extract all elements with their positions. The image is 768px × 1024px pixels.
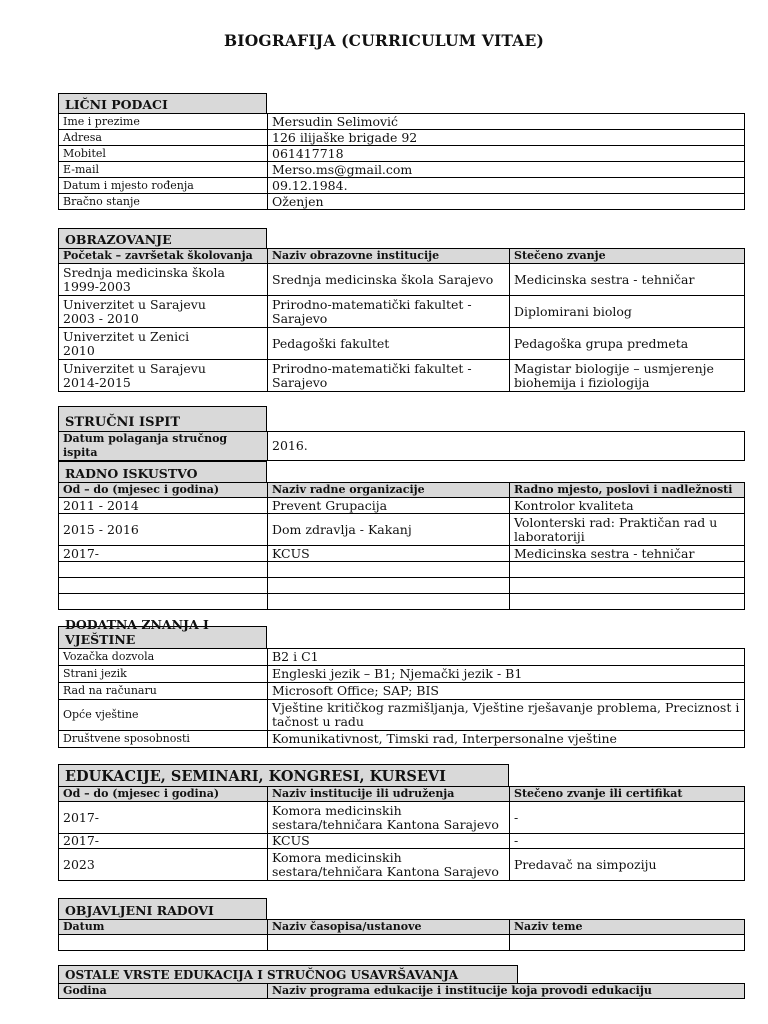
exam-table	[58, 431, 745, 461]
table-row	[59, 683, 745, 700]
work-col-org: Naziv radne organizacije	[268, 483, 510, 498]
work-org: KCUS	[268, 546, 510, 562]
education-institution: Prirodno-matematički fakultet - Sarajevo	[268, 296, 510, 328]
seminars-cert: Predavač na simpoziju	[510, 849, 745, 881]
seminars-col-institution: Naziv institucije ili udruženja	[268, 787, 510, 802]
work-org	[268, 578, 510, 594]
personal-section-header: LIČNI PODACI	[58, 93, 267, 114]
work-section-header: RADNO ISKUSTVO	[58, 461, 267, 483]
work-col-role: Radno mjesto, poslovi i nadležnosti	[510, 483, 745, 498]
table-row	[59, 562, 745, 578]
skills-label: Strani jezik	[59, 666, 268, 683]
skills-value: Engleski jezik – B1; Njemački jezik - B1	[268, 666, 745, 683]
education-institution: Prirodno-matematički fakultet - Sarajevo	[268, 360, 510, 392]
personal-value: Oženjen	[268, 194, 745, 210]
personal-label: Datum i mjesto rođenja	[59, 178, 268, 194]
table-row	[59, 731, 745, 748]
table-row	[59, 178, 745, 194]
seminars-section-header: EDUKACIJE, SEMINARI, KONGRESI, KURSEVI	[58, 764, 509, 787]
education-table	[58, 248, 745, 392]
seminars-institution: Komora medicinskih sestara/tehničara Kantona Sarajevo	[268, 849, 510, 881]
education-period: Univerzitet u Sarajevu 2014-2015	[59, 360, 268, 392]
skills-value: B2 i C1	[268, 649, 745, 666]
exam-section-header: STRUČNI ISPIT	[58, 406, 267, 432]
exam-label: Datum polaganja stručnog ispita	[59, 432, 268, 461]
seminars-period: 2017-	[59, 834, 268, 849]
education-period: Univerzitet u Sarajevu 2003 - 2010	[59, 296, 268, 328]
table-row	[59, 296, 745, 328]
skills-label: Rad na računaru	[59, 683, 268, 700]
work-period	[59, 562, 268, 578]
work-org: Prevent Grupacija	[268, 498, 510, 514]
work-col-period: Od – do (mjesec i godina)	[59, 483, 268, 498]
papers-cell	[59, 935, 268, 951]
table-row	[59, 834, 745, 849]
table-row	[59, 264, 745, 296]
table-row	[59, 514, 745, 546]
papers-section-header: OBJAVLJENI RADOVI	[58, 898, 267, 920]
table-row	[59, 328, 745, 360]
seminars-table	[58, 786, 745, 881]
skills-value: Komunikativnost, Timski rad, Interpersonalne vještine	[268, 731, 745, 748]
skills-value: Microsoft Office; SAP; BIS	[268, 683, 745, 700]
work-period	[59, 594, 268, 610]
work-table	[58, 482, 745, 610]
personal-value: 061417718	[268, 146, 745, 162]
seminars-cert: -	[510, 834, 745, 849]
table-row	[59, 249, 745, 264]
seminars-cert: -	[510, 802, 745, 834]
skills-label: Vozačka dozvola	[59, 649, 268, 666]
papers-cell	[268, 935, 510, 951]
work-period: 2011 - 2014	[59, 498, 268, 514]
skills-table	[58, 648, 745, 748]
papers-col-journal: Naziv časopisa/ustanove	[268, 920, 510, 935]
work-org	[268, 594, 510, 610]
personal-label: E-mail	[59, 162, 268, 178]
table-row	[59, 700, 745, 731]
table-row	[59, 787, 745, 802]
work-org	[268, 562, 510, 578]
table-row	[59, 649, 745, 666]
table-row	[59, 114, 745, 130]
table-row	[59, 594, 745, 610]
table-row	[59, 130, 745, 146]
work-role: Medicinska sestra - tehničar	[510, 546, 745, 562]
table-row	[59, 546, 745, 562]
seminars-institution: Komora medicinskih sestara/tehničara Kantona Sarajevo	[268, 802, 510, 834]
skills-value: Vještine kritičkog razmišljanja, Vještine rješavanje problema, Preciznost i tačnost u radu	[268, 700, 745, 731]
work-role: Kontrolor kvaliteta	[510, 498, 745, 514]
personal-label: Bračno stanje	[59, 194, 268, 210]
table-row	[59, 578, 745, 594]
personal-label: Mobitel	[59, 146, 268, 162]
education-col-institution: Naziv obrazovne institucije	[268, 249, 510, 264]
seminars-col-period: Od – do (mjesec i godina)	[59, 787, 268, 802]
table-row	[59, 849, 745, 881]
table-row	[59, 483, 745, 498]
personal-label: Adresa	[59, 130, 268, 146]
papers-col-date: Datum	[59, 920, 268, 935]
seminars-institution: KCUS	[268, 834, 510, 849]
papers-table	[58, 919, 745, 951]
table-row	[59, 498, 745, 514]
other-table	[58, 983, 745, 999]
seminars-col-cert: Stečeno zvanje ili certifikat	[510, 787, 745, 802]
education-period: Univerzitet u Zenici 2010	[59, 328, 268, 360]
table-row	[59, 146, 745, 162]
other-col-program: Naziv programa edukacije i institucije koja provodi edukaciju	[268, 984, 745, 999]
skills-section-header: DODATNA ZNANJA I VJEŠTINE	[58, 626, 267, 649]
education-title: Magistar biologije – usmjerenje biohemija i fiziologija	[510, 360, 745, 392]
education-institution: Pedagoški fakultet	[268, 328, 510, 360]
education-col-title: Stečeno zvanje	[510, 249, 745, 264]
seminars-period: 2017-	[59, 802, 268, 834]
personal-value: Merso.ms@gmail.com	[268, 162, 745, 178]
work-period: 2015 - 2016	[59, 514, 268, 546]
personal-value: 09.12.1984.	[268, 178, 745, 194]
education-col-period: Početak – završetak školovanja	[59, 249, 268, 264]
education-period: Srednja medicinska škola 1999-2003	[59, 264, 268, 296]
table-row	[59, 194, 745, 210]
skills-label: Opće vještine	[59, 700, 268, 731]
table-row	[59, 162, 745, 178]
other-col-year: Godina	[59, 984, 268, 999]
papers-cell	[510, 935, 745, 951]
other-section-header: OSTALE VRSTE EDUKACIJA I STRUČNOG USAVRŠAVANJA	[58, 965, 518, 984]
education-section-header: OBRAZOVANJE	[58, 228, 267, 249]
table-row	[59, 666, 745, 683]
education-institution: Srednja medicinska škola Sarajevo	[268, 264, 510, 296]
document-title: BIOGRAFIJA (CURRICULUM VITAE)	[223, 31, 545, 50]
table-row	[59, 360, 745, 392]
work-role	[510, 594, 745, 610]
papers-col-topic: Naziv teme	[510, 920, 745, 935]
work-role: Volonterski rad: Praktičan rad u laboratoriji	[510, 514, 745, 546]
education-title: Diplomirani biolog	[510, 296, 745, 328]
personal-value: Mersudin Selimović	[268, 114, 745, 130]
personal-value: 126 ilijaške brigade 92	[268, 130, 745, 146]
education-title: Medicinska sestra - tehničar	[510, 264, 745, 296]
work-period: 2017-	[59, 546, 268, 562]
exam-date: 2016.	[268, 432, 745, 461]
work-period	[59, 578, 268, 594]
work-role	[510, 578, 745, 594]
work-role	[510, 562, 745, 578]
seminars-period: 2023	[59, 849, 268, 881]
table-row	[59, 802, 745, 834]
personal-label: Ime i prezime	[59, 114, 268, 130]
skills-label: Društvene sposobnosti	[59, 731, 268, 748]
education-title: Pedagoška grupa predmeta	[510, 328, 745, 360]
work-org: Dom zdravlja - Kakanj	[268, 514, 510, 546]
personal-table	[58, 113, 745, 210]
